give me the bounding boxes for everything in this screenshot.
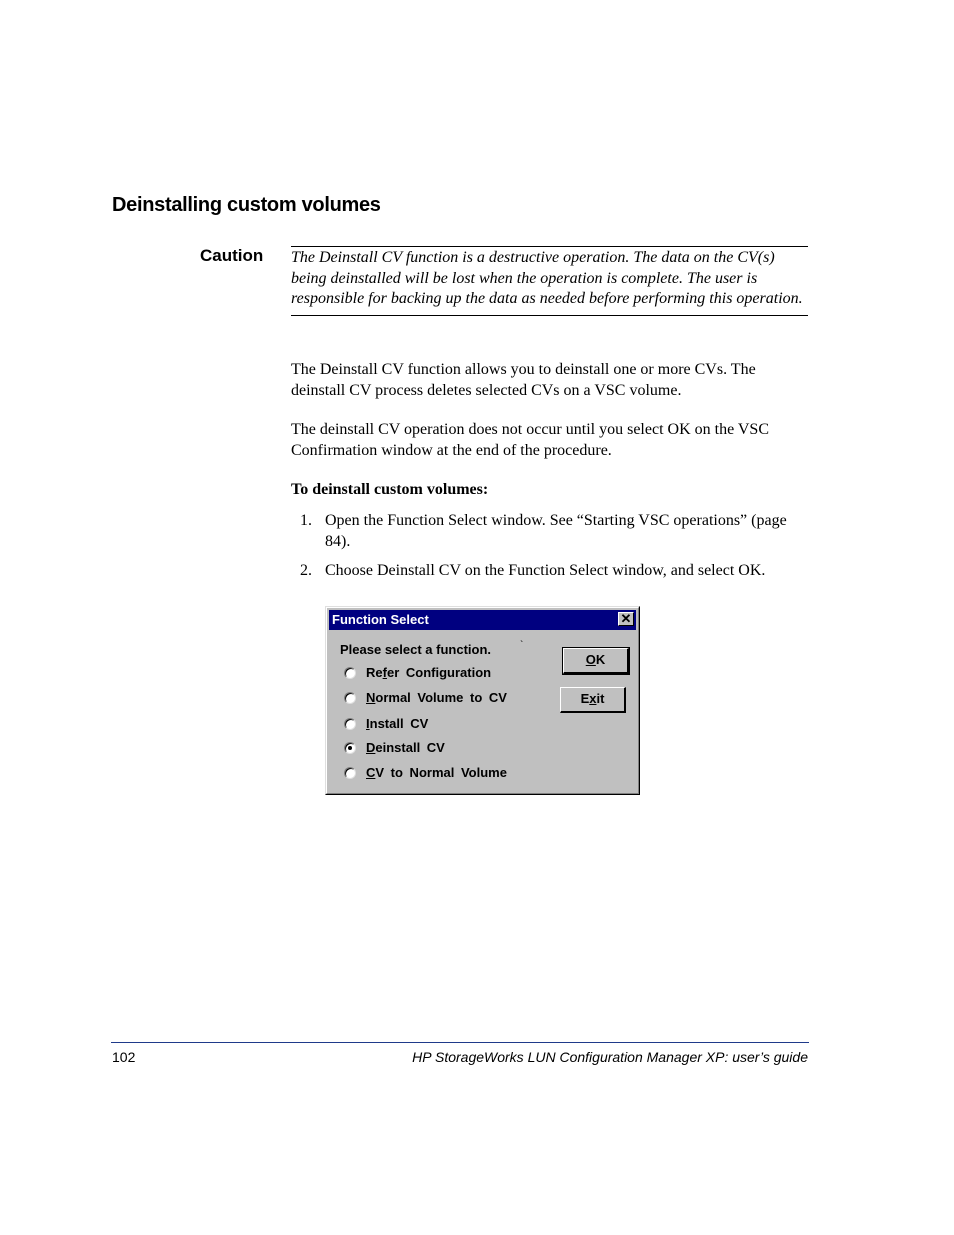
radio-button[interactable] <box>344 767 356 779</box>
footer-rule <box>111 1042 809 1043</box>
dialog-titlebar[interactable] <box>329 610 636 630</box>
radio-button-selected[interactable] <box>344 742 356 754</box>
caution-label: Caution <box>200 246 264 265</box>
function-select-dialog <box>325 606 640 795</box>
close-icon: ✕ <box>620 611 632 626</box>
caution-box <box>291 246 808 316</box>
section-heading: Deinstalling custom volumes <box>112 194 381 216</box>
radio-button[interactable] <box>344 718 356 730</box>
radio-button[interactable] <box>344 692 356 704</box>
ok-button[interactable]: OK <box>563 648 629 674</box>
option-label: Refer Configuration <box>366 665 492 680</box>
step-1 <box>300 511 800 553</box>
stray-mark: ` <box>520 640 524 651</box>
step-number: 1. <box>300 512 312 529</box>
dialog-frame <box>326 607 639 794</box>
option-label: Normal Volume to CV <box>366 690 507 705</box>
procedure-title: To deinstall custom volumes: <box>291 481 489 498</box>
step-2 <box>300 561 800 583</box>
option-label: CV to Normal Volume <box>366 765 507 780</box>
dialog-prompt: Please select a function. <box>340 642 492 657</box>
step-text: Choose Deinstall CV on the Function Select window, and select OK. <box>325 562 766 579</box>
option-label: Deinstall CV <box>366 740 445 755</box>
page-number: 102 <box>112 1049 136 1065</box>
footer-title: HP StorageWorks LUN Configuration Manager XP: user’s guide <box>412 1049 808 1065</box>
step-number: 2. <box>300 562 312 579</box>
exit-button[interactable]: Exit <box>560 687 626 713</box>
option-label: Install CV <box>366 716 429 731</box>
paragraph-note: The deinstall CV operation does not occur until you select OK on the VSC Confirmation window at the end of the procedure. <box>291 421 769 459</box>
radio-button[interactable] <box>344 667 356 679</box>
radio-dot-icon <box>348 746 352 750</box>
dialog-title: Function Select <box>332 612 429 627</box>
step-text: Open the Function Select window. See “Starting VSC operations” (page 84). <box>325 512 787 550</box>
paragraph-intro: The Deinstall CV function allows you to deinstall one or more CVs. The deinstall CV process deletes selected CVs on a VSC volume. <box>291 361 756 399</box>
caution-text: The Deinstall CV function is a destructive operation. The data on the CV(s) being deinstalled will be lost when the operation is complete. The user is responsible for backing up the data as needed before performing this operation. <box>291 249 803 308</box>
close-button[interactable] <box>618 612 634 626</box>
